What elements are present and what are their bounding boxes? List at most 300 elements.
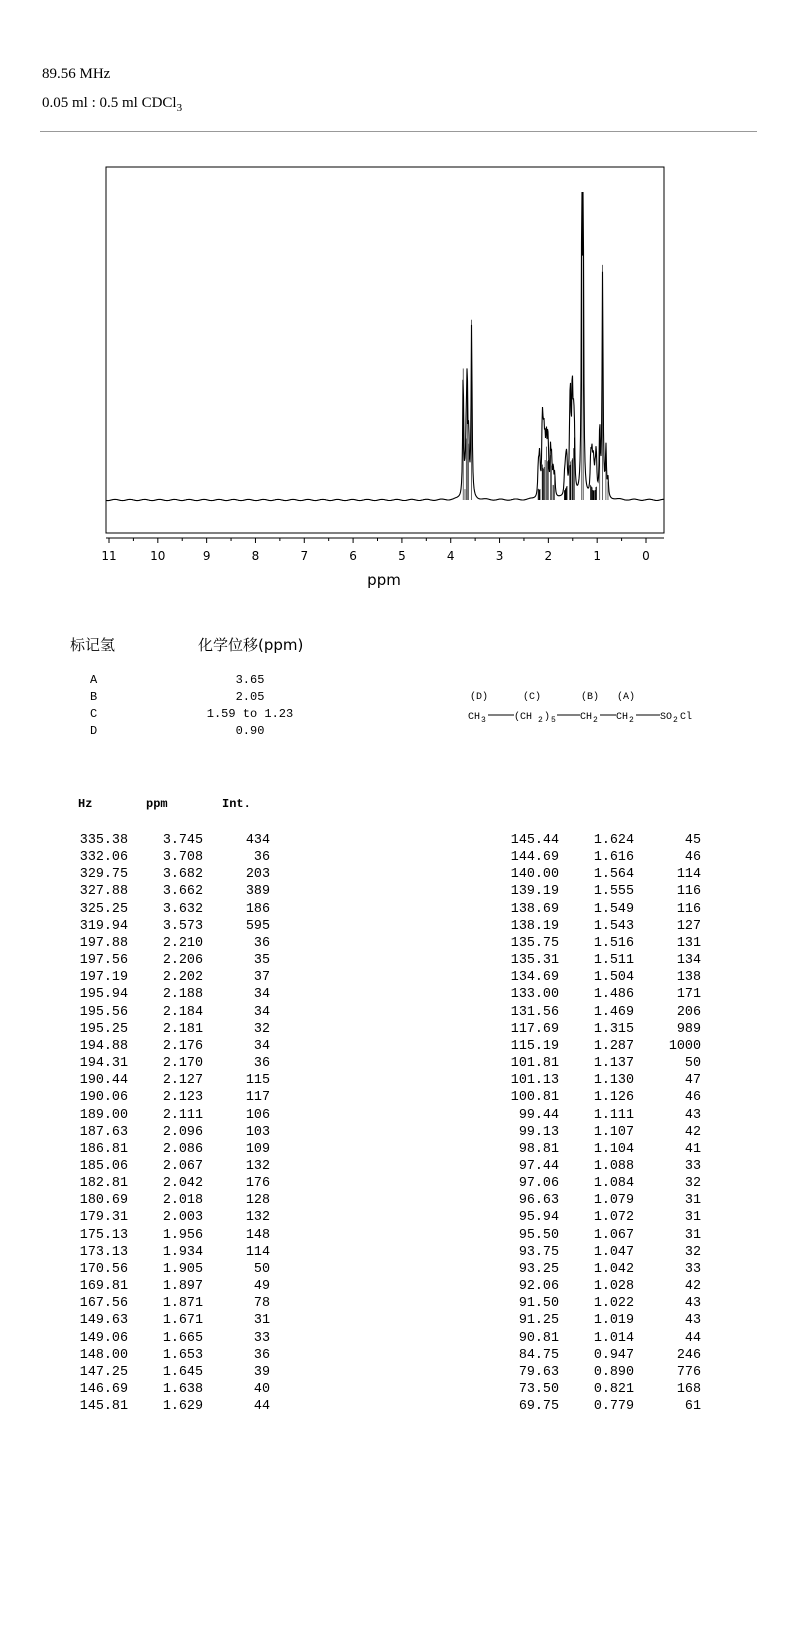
structure-label-a: (A) (617, 692, 636, 703)
peak-table-row (66, 1072, 270, 1089)
peak-table-row (497, 1158, 701, 1175)
cell-ppm: 1.555 (593, 884, 634, 900)
cell-hz: 149.06 (79, 1330, 128, 1346)
cell-ppm: 2.170 (162, 1056, 203, 1072)
peak-table-row (497, 1347, 701, 1364)
peak-table-row (66, 1227, 270, 1244)
cell-ppm: 1.671 (162, 1313, 203, 1329)
cell-hz: 197.56 (79, 953, 128, 969)
peak-table-row (66, 935, 270, 952)
x-tick-label: 3 (495, 549, 504, 563)
structure-ch3: CH (468, 712, 481, 723)
cell-hz: 189.00 (79, 1107, 128, 1123)
solvent-text: 0.05 ml : 0.5 ml CDCl (42, 95, 177, 111)
cell-ppm: 1.956 (162, 1227, 203, 1243)
cell-int: 44 (684, 1330, 701, 1346)
cell-int: 132 (245, 1210, 270, 1226)
cell-int: 115 (245, 1073, 270, 1089)
peak-table-row (66, 1244, 270, 1261)
cell-ppm: 0.947 (593, 1347, 634, 1363)
x-tick-label: 6 (349, 549, 357, 563)
cell-int: 32 (253, 1021, 270, 1037)
peak-table-row (66, 1038, 270, 1055)
cell-hz: 139.19 (510, 884, 559, 900)
cell-ppm: 2.067 (162, 1158, 203, 1174)
cell-hz: 117.69 (510, 1021, 559, 1037)
cell-int: 176 (245, 1176, 270, 1192)
cell-ppm: 2.181 (162, 1021, 203, 1037)
cell-int: 127 (676, 918, 701, 934)
peak-table-row (66, 1175, 270, 1192)
cell-hz: 95.50 (518, 1227, 559, 1243)
cell-int: 114 (245, 1244, 270, 1260)
cell-hz: 195.25 (79, 1021, 128, 1037)
cell-hz: 134.69 (510, 970, 559, 986)
assignment-header-hydrogen: 标记氢 (70, 636, 116, 654)
peak-table-row (497, 866, 701, 883)
cell-hz: 145.81 (79, 1399, 128, 1415)
peak-table-row (497, 1107, 701, 1124)
peak-table-row (66, 1364, 270, 1381)
cell-int: 34 (253, 1038, 270, 1054)
peak-table-row (497, 1004, 701, 1021)
structure-ch2-a-sub: 2 (629, 716, 634, 725)
x-tick-label: 11 (101, 549, 117, 563)
peak-table-row (497, 1278, 701, 1295)
cell-int: 47 (684, 1073, 701, 1089)
x-tick-label: 10 (150, 549, 166, 563)
cell-int: 31 (684, 1210, 701, 1226)
peak-table-row (66, 1192, 270, 1209)
cell-int: 203 (245, 867, 270, 883)
assignment-label: A (90, 673, 98, 687)
cell-hz: 100.81 (510, 1090, 559, 1106)
cell-ppm: 1.516 (593, 935, 634, 951)
peak-table-left (66, 832, 270, 1415)
cell-int: 116 (676, 884, 701, 900)
cell-hz: 185.06 (79, 1158, 128, 1174)
cell-int: 35 (253, 953, 270, 969)
cell-hz: 175.13 (79, 1227, 128, 1243)
cell-hz: 138.69 (510, 901, 559, 917)
cell-hz: 96.63 (518, 1193, 559, 1209)
cell-int: 34 (253, 1004, 270, 1020)
assignment-label: B (90, 690, 98, 704)
cell-ppm: 0.821 (593, 1382, 634, 1397)
structure-cl: Cl (680, 712, 693, 723)
structure-so2: SO (660, 712, 673, 723)
structure-so2-sub: 2 (673, 716, 678, 725)
x-tick-label: 0 (642, 549, 650, 563)
peak-table-row (497, 969, 701, 986)
peak-table-row (497, 1141, 701, 1158)
peak-table-row (497, 1055, 701, 1072)
cell-ppm: 2.086 (162, 1141, 203, 1157)
cell-hz: 195.94 (79, 987, 128, 1003)
peak-table-row (66, 901, 270, 918)
peak-table-row (497, 1124, 701, 1141)
cell-ppm: 1.624 (593, 833, 634, 848)
cell-hz: 146.69 (79, 1382, 128, 1397)
cell-int: 116 (676, 901, 701, 917)
cell-hz: 115.19 (510, 1038, 559, 1054)
cell-int: 36 (253, 1347, 270, 1363)
cell-int: 33 (253, 1330, 270, 1346)
cell-ppm: 1.072 (593, 1210, 634, 1226)
cell-int: 31 (253, 1313, 270, 1329)
cell-hz: 149.63 (79, 1313, 128, 1329)
peak-table-row (497, 935, 701, 952)
cell-int: 78 (253, 1296, 270, 1312)
cell-hz: 329.75 (79, 867, 128, 883)
cell-ppm: 0.890 (593, 1364, 634, 1380)
cell-ppm: 2.206 (162, 953, 203, 969)
cell-int: 134 (676, 953, 701, 969)
cell-hz: 99.44 (518, 1107, 559, 1123)
cell-ppm: 1.653 (162, 1347, 203, 1363)
peak-table-row (497, 1209, 701, 1226)
peak-table-row (66, 1295, 270, 1312)
peak-table-row (497, 1227, 701, 1244)
cell-int: 32 (684, 1176, 701, 1192)
cell-ppm: 1.638 (162, 1382, 203, 1397)
cell-hz: 101.81 (510, 1056, 559, 1072)
structure-ch2-b: CH (580, 712, 593, 723)
cell-ppm: 1.511 (593, 953, 634, 969)
cell-int: 138 (676, 970, 701, 986)
cell-ppm: 1.022 (593, 1296, 634, 1312)
structure-repeat-count: 5 (551, 716, 556, 725)
structure-ch2-group-sub: 2 (538, 716, 543, 725)
cell-hz: 101.13 (510, 1073, 559, 1089)
x-axis-label: ppm (367, 571, 401, 589)
cell-ppm: 1.897 (162, 1279, 203, 1295)
cell-ppm: 1.469 (593, 1004, 634, 1020)
cell-ppm: 1.014 (593, 1330, 634, 1346)
cell-int: 36 (253, 935, 270, 951)
structure-ch2-group-open: (CH (514, 712, 533, 723)
cell-ppm: 3.708 (162, 850, 203, 866)
cell-ppm: 1.315 (593, 1021, 634, 1037)
structure-formula (0, 0, 794, 760)
cell-ppm: 1.079 (593, 1193, 634, 1209)
peak-table-row (66, 1330, 270, 1347)
cell-ppm: 1.543 (593, 918, 634, 934)
cell-ppm: 1.871 (162, 1296, 203, 1312)
cell-int: 33 (684, 1261, 701, 1277)
cell-int: 103 (245, 1124, 270, 1140)
cell-ppm: 2.018 (162, 1193, 203, 1209)
cell-hz: 179.31 (79, 1210, 128, 1226)
peak-table-row (497, 1364, 701, 1381)
peak-table-row (66, 1021, 270, 1038)
assignment-shift: 2.05 (235, 690, 265, 704)
peak-table-row (66, 969, 270, 986)
structure-label-c: (C) (523, 692, 542, 703)
peak-table-row (66, 918, 270, 935)
peak-table-row (497, 883, 701, 900)
cell-int: 37 (253, 970, 270, 986)
structure-label-d: (D) (470, 692, 489, 703)
cell-ppm: 2.042 (162, 1176, 203, 1192)
cell-int: 132 (245, 1158, 270, 1174)
cell-int: 39 (253, 1364, 270, 1380)
x-tick-label: 1 (593, 549, 602, 563)
assignment-shift: 0.90 (235, 724, 265, 738)
cell-int: 434 (245, 833, 270, 848)
peak-table-row (497, 1295, 701, 1312)
peak-table-row (66, 1141, 270, 1158)
cell-ppm: 3.682 (162, 867, 203, 883)
cell-int: 50 (253, 1261, 270, 1277)
cell-hz: 180.69 (79, 1193, 128, 1209)
cell-hz: 135.75 (510, 935, 559, 951)
cell-ppm: 2.184 (162, 1004, 203, 1020)
cell-hz: 167.56 (79, 1296, 128, 1312)
cell-ppm: 2.210 (162, 935, 203, 951)
cell-int: 106 (245, 1107, 270, 1123)
cell-hz: 190.06 (79, 1090, 128, 1106)
cell-int: 168 (676, 1382, 701, 1397)
cell-int: 46 (684, 850, 701, 866)
cell-ppm: 1.287 (593, 1038, 634, 1054)
cell-int: 31 (684, 1193, 701, 1209)
peak-table-row (497, 901, 701, 918)
x-tick-label: 4 (446, 549, 455, 563)
cell-int: 36 (253, 850, 270, 866)
cell-hz: 197.19 (79, 970, 128, 986)
cell-int: 148 (245, 1227, 270, 1243)
cell-int: 41 (684, 1141, 701, 1157)
peak-table-row (497, 1072, 701, 1089)
cell-int: 44 (253, 1399, 270, 1415)
cell-hz: 195.56 (79, 1004, 128, 1020)
cell-ppm: 1.047 (593, 1244, 634, 1260)
cell-int: 246 (676, 1347, 701, 1363)
peak-table-row (497, 1021, 701, 1038)
cell-hz: 99.13 (518, 1124, 559, 1140)
cell-hz: 319.94 (79, 918, 128, 934)
cell-ppm: 1.549 (593, 901, 634, 917)
cell-int: 49 (253, 1279, 270, 1295)
cell-hz: 147.25 (79, 1364, 128, 1380)
cell-int: 186 (245, 901, 270, 917)
cell-hz: 170.56 (79, 1261, 128, 1277)
cell-int: 114 (676, 867, 701, 883)
assignment-label: C (90, 707, 98, 721)
peak-table-row (497, 1312, 701, 1329)
cell-ppm: 1.126 (593, 1090, 634, 1106)
cell-hz: 145.44 (510, 833, 559, 848)
cell-ppm: 3.745 (162, 833, 203, 848)
peak-table-row (66, 1312, 270, 1329)
peak-table-row (66, 1089, 270, 1106)
cell-ppm: 1.486 (593, 987, 634, 1003)
cell-ppm: 1.019 (593, 1313, 634, 1329)
x-tick-label: 9 (202, 549, 211, 563)
cell-hz: 144.69 (510, 850, 559, 866)
cell-hz: 194.88 (79, 1038, 128, 1054)
cell-hz: 79.63 (518, 1364, 559, 1380)
cell-int: 34 (253, 987, 270, 1003)
peak-table-row (497, 1192, 701, 1209)
x-tick-label: 7 (300, 549, 309, 563)
cell-ppm: 2.188 (162, 987, 203, 1003)
cell-ppm: 3.632 (162, 901, 203, 917)
peak-table-row (66, 1209, 270, 1226)
peak-table-row (497, 952, 701, 969)
peak-table-row (497, 1175, 701, 1192)
cell-ppm: 2.202 (162, 970, 203, 986)
cell-int: 40 (253, 1382, 270, 1397)
structure-ch2-b-sub: 2 (593, 716, 598, 725)
cell-hz: 133.00 (510, 987, 559, 1003)
structure-ch2-a: CH (616, 712, 629, 723)
structure-label-b: (B) (581, 692, 600, 703)
cell-int: 43 (684, 1296, 701, 1312)
cell-hz: 131.56 (510, 1004, 559, 1020)
cell-ppm: 1.137 (593, 1056, 634, 1072)
cell-ppm: 2.096 (162, 1124, 203, 1140)
cell-ppm: 1.504 (593, 970, 634, 986)
cell-hz: 148.00 (79, 1347, 128, 1363)
structure-ch3-sub: 3 (481, 716, 486, 725)
peak-table-row (66, 1398, 270, 1415)
x-tick-label: 2 (544, 549, 553, 563)
cell-ppm: 1.067 (593, 1227, 634, 1243)
cell-ppm: 1.629 (162, 1399, 203, 1415)
cell-hz: 332.06 (79, 850, 128, 866)
x-tick-label: 8 (251, 549, 260, 563)
cell-hz: 138.19 (510, 918, 559, 934)
cell-hz: 335.38 (79, 833, 128, 848)
cell-hz: 325.25 (79, 901, 128, 917)
peak-table-row (497, 1038, 701, 1055)
cell-int: 109 (245, 1141, 270, 1157)
cell-hz: 95.94 (518, 1210, 559, 1226)
cell-int: 206 (676, 1004, 701, 1020)
cell-int: 33 (684, 1158, 701, 1174)
cell-int: 1000 (668, 1038, 701, 1054)
peak-table-row (66, 1055, 270, 1072)
peak-table-header-ppm: ppm (146, 797, 168, 811)
structure-ch2-group-close: ) (544, 712, 551, 723)
cell-ppm: 1.111 (593, 1107, 634, 1123)
peak-table-row (497, 918, 701, 935)
cell-ppm: 1.645 (162, 1364, 203, 1380)
spectrometer-frequency: 89.56 MHz (42, 66, 111, 82)
cell-int: 117 (245, 1090, 270, 1106)
peak-table-row (66, 883, 270, 900)
cell-hz: 194.31 (79, 1056, 128, 1072)
cell-ppm: 1.665 (162, 1330, 203, 1346)
cell-hz: 69.75 (518, 1399, 559, 1415)
cell-int: 31 (684, 1227, 701, 1243)
peak-table-header-int: Int. (222, 797, 251, 811)
solvent-subscript: 3 (176, 102, 183, 114)
peak-table-row (497, 1244, 701, 1261)
peak-table-row (497, 1398, 701, 1415)
cell-ppm: 2.003 (162, 1210, 203, 1226)
cell-ppm: 1.084 (593, 1176, 634, 1192)
cell-hz: 135.31 (510, 953, 559, 969)
peak-table-row (66, 866, 270, 883)
peak-table-row (66, 1278, 270, 1295)
cell-ppm: 1.616 (593, 850, 634, 866)
cell-hz: 91.25 (518, 1313, 559, 1329)
peak-table-row (66, 1004, 270, 1021)
peak-table-row (497, 849, 701, 866)
peak-table-right (497, 832, 701, 1415)
peak-table-row (66, 1261, 270, 1278)
cell-ppm: 1.107 (593, 1124, 634, 1140)
cell-hz: 98.81 (518, 1141, 559, 1157)
cell-int: 171 (676, 987, 701, 1003)
cell-int: 128 (245, 1193, 270, 1209)
cell-ppm: 3.662 (162, 884, 203, 900)
cell-hz: 169.81 (79, 1279, 128, 1295)
cell-hz: 140.00 (510, 867, 559, 883)
assignment-header-shift: 化学位移(ppm) (198, 636, 304, 654)
x-tick-label: 5 (398, 549, 406, 563)
peak-table-header-hz: Hz (78, 797, 93, 811)
cell-hz: 73.50 (518, 1382, 559, 1397)
cell-hz: 90.81 (518, 1330, 559, 1346)
peak-table-row (66, 952, 270, 969)
cell-ppm: 3.573 (162, 918, 203, 934)
peak-table-row (66, 1107, 270, 1124)
peak-table-row (497, 832, 701, 849)
cell-int: 61 (684, 1399, 701, 1415)
cell-hz: 327.88 (79, 884, 128, 900)
cell-int: 989 (676, 1021, 701, 1037)
peak-table-row (497, 1381, 701, 1398)
cell-ppm: 1.934 (162, 1244, 203, 1260)
cell-ppm: 1.905 (162, 1261, 203, 1277)
cell-int: 42 (684, 1279, 701, 1295)
cell-int: 595 (245, 918, 270, 934)
peak-table-row (497, 1089, 701, 1106)
cell-int: 46 (684, 1090, 701, 1106)
cell-ppm: 1.028 (593, 1279, 634, 1295)
cell-hz: 182.81 (79, 1176, 128, 1192)
cell-hz: 93.75 (518, 1244, 559, 1260)
peak-table-row (497, 986, 701, 1003)
cell-ppm: 2.123 (162, 1090, 203, 1106)
cell-int: 32 (684, 1244, 701, 1260)
peak-table-row (66, 1158, 270, 1175)
cell-ppm: 1.564 (593, 867, 634, 883)
cell-ppm: 1.130 (593, 1073, 634, 1089)
peak-table-row (497, 1261, 701, 1278)
cell-hz: 91.50 (518, 1296, 559, 1312)
cell-int: 42 (684, 1124, 701, 1140)
cell-int: 131 (676, 935, 701, 951)
peak-table-row (66, 832, 270, 849)
cell-int: 36 (253, 1056, 270, 1072)
assignment-shift: 1.59 to 1.23 (206, 707, 294, 721)
peak-table-row (66, 1124, 270, 1141)
cell-hz: 97.06 (518, 1176, 559, 1192)
cell-hz: 187.63 (79, 1124, 128, 1140)
cell-int: 776 (676, 1364, 701, 1380)
cell-hz: 190.44 (79, 1073, 128, 1089)
cell-hz: 92.06 (518, 1279, 559, 1295)
cell-int: 43 (684, 1313, 701, 1329)
peak-table-row (497, 1330, 701, 1347)
cell-hz: 97.44 (518, 1158, 559, 1174)
peak-table-row (66, 1381, 270, 1398)
